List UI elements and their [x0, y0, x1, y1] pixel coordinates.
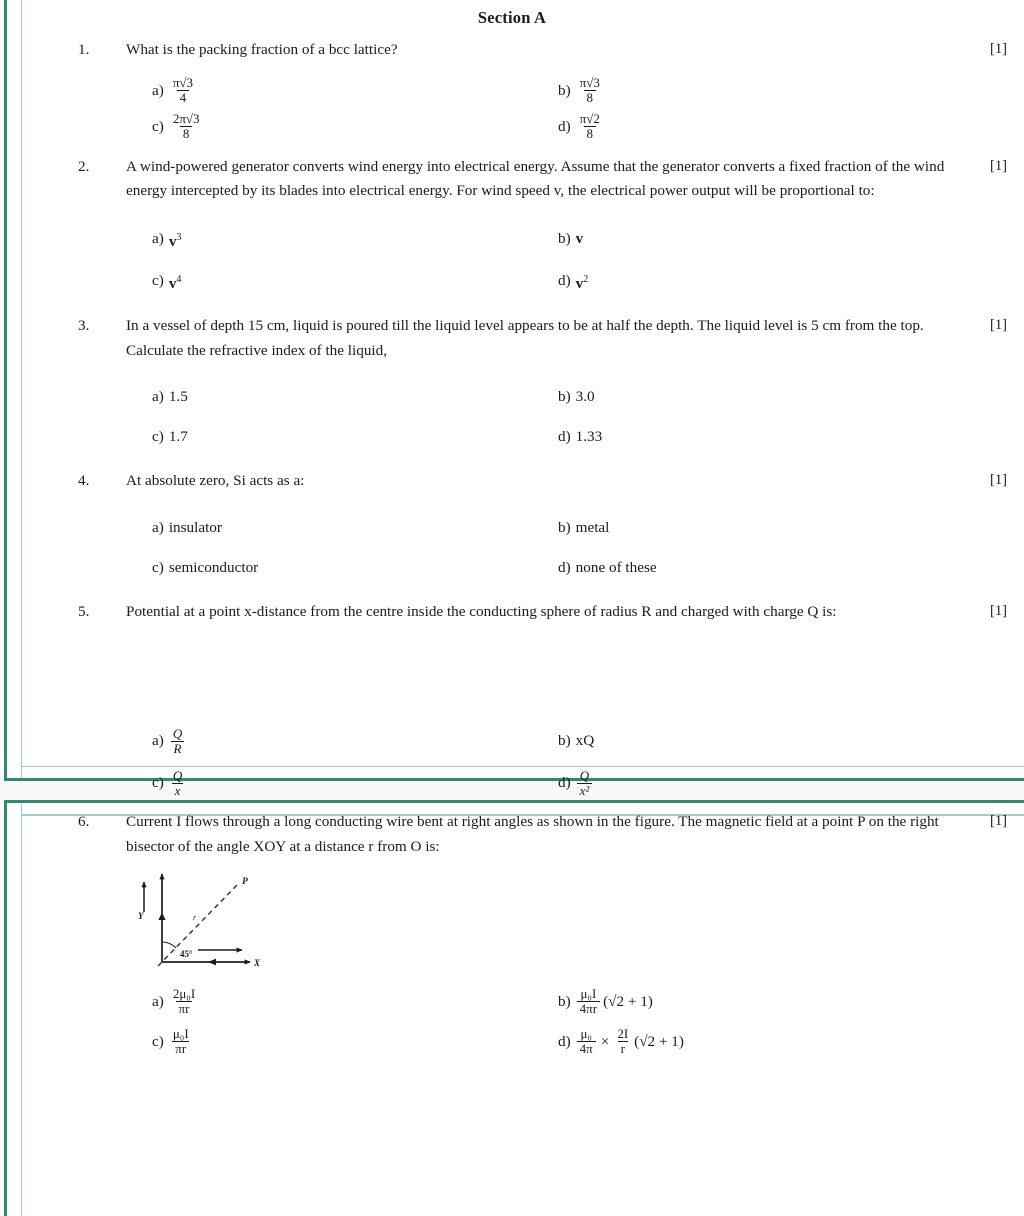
radius-label: r [193, 912, 197, 922]
angle-label: 45° [180, 948, 193, 959]
option-6b[interactable] [558, 982, 964, 1022]
option-1a-label: a) [152, 81, 164, 99]
option-6d-numerator-1: μ₀ [580, 1026, 592, 1042]
angle-arc [162, 942, 176, 948]
question-1 [0, 38, 1024, 145]
option-6b-suffix: (√2 + 1) [603, 992, 653, 1010]
option-2c-base: v [168, 275, 177, 293]
option-3c-value: 1.7 [168, 428, 188, 446]
option-2c-value [169, 274, 182, 293]
question-5-text: Potential at a point x-distance from the centre inside the conducting sphere of radius R and charged with charge Q is: [126, 602, 837, 620]
option-6a-value [170, 987, 198, 1016]
option-2d-value [576, 274, 589, 293]
question-5-marks: [1] [990, 602, 1008, 619]
option-3a[interactable] [152, 377, 558, 417]
option-3b-value: 3.0 [575, 388, 595, 406]
option-4d-label: d) [558, 558, 571, 576]
option-5d-denominator: x² [577, 783, 593, 798]
option-4a[interactable] [152, 508, 558, 548]
option-1a-value [170, 76, 196, 105]
question-4 [0, 469, 1024, 588]
option-3a-value: 1.5 [168, 388, 188, 406]
option-2d-base: v [575, 275, 584, 293]
question-1-header [0, 38, 1024, 63]
option-2b[interactable] [558, 218, 964, 260]
option-1c-value [170, 112, 203, 141]
option-1d[interactable] [558, 109, 964, 145]
question-3-text: In a vessel of depth 15 cm, liquid is poured till the liquid level appears to be at half the depth. The liquid level is 5 cm from the top. Calculate the refractive index of the liquid, [126, 316, 924, 359]
option-2b-base: v [575, 230, 584, 248]
option-4a-value: insulator [168, 518, 222, 536]
question-6-text: Current I flows through a long conducting wire bent at right angles as shown in the figure. The magnetic field at a point P on the right bisector of the angle XOY at a distance r from O is: [126, 813, 939, 855]
option-3d-value: 1.33 [575, 428, 603, 446]
option-6d-denominator-2: r [618, 1041, 628, 1056]
option-6d-value-second [614, 1027, 631, 1056]
option-1c-numerator: 2π√3 [172, 111, 200, 127]
option-6b-value [577, 987, 600, 1016]
option-2b-label: b) [558, 229, 571, 247]
question-4-text: At absolute zero, Si acts as a: [126, 472, 305, 490]
option-2a-base: v [168, 233, 177, 251]
option-5b-label: b) [558, 732, 571, 750]
option-2c-label: c) [152, 271, 164, 289]
option-3d[interactable] [558, 417, 964, 457]
option-1d-denominator: 8 [584, 126, 597, 141]
option-2a-exponent: 3 [176, 232, 182, 244]
option-1d-value [577, 112, 603, 141]
option-6d-suffix: (√2 + 1) [634, 1032, 684, 1050]
option-1c-label: c) [152, 117, 164, 135]
option-1b-value [577, 76, 603, 105]
option-5c-label: c) [152, 774, 164, 792]
question-2-text: A wind-powered generator converts wind energy into electrical energy. Assume that the generator converts a fixed fraction of the wind energy intercepted by its blades into electrical energy. For wind speed v, the electrical power output will be proportional to: [126, 157, 945, 200]
question-3-marks: [1] [990, 316, 1008, 333]
option-1c-denominator: 8 [180, 126, 193, 141]
option-5a-numerator: Q [172, 725, 183, 741]
option-3b[interactable] [558, 377, 964, 417]
question-2-options [0, 218, 1024, 302]
option-1a[interactable] [152, 73, 558, 109]
option-2a[interactable] [152, 218, 558, 260]
option-6d-value-first [577, 1027, 596, 1056]
option-3c-label: c) [152, 428, 164, 446]
option-4c[interactable] [152, 548, 558, 588]
question-6-number: 6. [78, 813, 90, 831]
option-6c-numerator: μ₀I [172, 1026, 189, 1042]
question-3-header [0, 314, 1024, 363]
option-1b[interactable] [558, 73, 964, 109]
question-2-marks: [1] [990, 157, 1008, 174]
option-2a-label: a) [152, 229, 164, 247]
question-6 [0, 810, 1024, 1061]
option-5d-label: d) [558, 774, 571, 792]
question-3-options [0, 377, 1024, 457]
question-6-header [0, 810, 1024, 859]
option-5c-value [170, 769, 185, 798]
option-6d-label: d) [558, 1032, 571, 1050]
option-6c-label: c) [152, 1032, 164, 1050]
option-5d-value [577, 769, 593, 798]
option-1a-denominator: 4 [177, 90, 190, 105]
option-5b-value: xQ [575, 732, 595, 750]
option-4b[interactable] [558, 508, 964, 548]
option-5d-numerator: Q [579, 767, 590, 783]
option-4c-label: c) [152, 558, 164, 576]
question-1-text: What is the packing fraction of a bcc lattice? [126, 41, 398, 58]
option-6d-operator: × [600, 1032, 610, 1050]
option-3b-label: b) [558, 388, 571, 406]
question-2-number: 2. [78, 157, 90, 175]
question-6-options [0, 982, 1024, 1062]
option-5c-numerator: Q [172, 767, 183, 783]
option-2a-value [169, 232, 182, 251]
question-3 [0, 314, 1024, 457]
option-2c-exponent: 4 [176, 274, 182, 286]
option-6b-numerator: μ₀I [580, 986, 597, 1002]
option-3d-label: d) [558, 428, 571, 446]
option-1a-numerator: π√3 [172, 75, 194, 91]
option-6b-denominator: 4πr [577, 1001, 600, 1016]
option-4a-label: a) [152, 518, 164, 536]
question-5 [0, 600, 1024, 625]
option-6d[interactable] [558, 1022, 964, 1062]
option-6a[interactable] [152, 982, 558, 1022]
question-6-marks: [1] [990, 813, 1008, 830]
option-6a-label: a) [152, 992, 164, 1010]
option-3a-label: a) [152, 388, 164, 406]
question-1-options [0, 73, 1024, 145]
option-6b-label: b) [558, 992, 571, 1010]
question-2-header [0, 155, 1024, 204]
question-1-number: 1. [78, 41, 90, 58]
option-6c[interactable] [152, 1022, 558, 1062]
option-2c[interactable] [152, 260, 558, 302]
option-5a[interactable] [152, 720, 558, 762]
point-p-label: P [242, 876, 248, 887]
option-5a-denominator: R [171, 741, 185, 756]
option-3c[interactable] [152, 417, 558, 457]
option-6d-numerator-2: 2I [617, 1026, 629, 1042]
question-4-header [0, 469, 1024, 494]
option-4c-value: semiconductor [168, 558, 259, 576]
y-axis-label: Y [138, 910, 144, 921]
question-5-options [0, 720, 1024, 804]
option-2d[interactable] [558, 260, 964, 302]
question-5-number: 5. [78, 602, 90, 620]
option-6a-numerator: 2μ₀I [172, 986, 196, 1002]
option-5b[interactable] [558, 720, 964, 762]
option-1c[interactable] [152, 109, 558, 145]
option-6d-denominator-1: 4π [577, 1041, 596, 1056]
option-5c[interactable] [152, 762, 558, 804]
option-4d-value: none of these [575, 558, 657, 576]
option-1d-label: d) [558, 117, 571, 135]
option-5a-label: a) [152, 732, 164, 750]
option-6c-denominator: πr [172, 1041, 189, 1056]
question-1-marks: [1] [990, 41, 1008, 57]
question-4-number: 4. [78, 472, 90, 490]
option-4b-value: metal [575, 518, 610, 536]
option-4d[interactable] [558, 548, 964, 588]
option-5d[interactable] [558, 762, 964, 804]
bisector-line [158, 884, 238, 966]
magnetic-field-angle-diagram [130, 866, 360, 971]
option-6c-value [170, 1027, 192, 1056]
option-5a-value [170, 727, 185, 756]
option-5c-denominator: x [172, 783, 184, 798]
wire-horizontal-current-arrowhead [208, 958, 216, 965]
option-2d-label: d) [558, 271, 571, 289]
option-2d-exponent: 2 [583, 274, 589, 286]
option-2b-value [576, 229, 584, 248]
question-2 [0, 155, 1024, 302]
question-4-marks: [1] [990, 472, 1008, 489]
option-1b-numerator: π√3 [579, 75, 600, 91]
question-3-number: 3. [78, 316, 90, 334]
x-axis-label: X [254, 957, 261, 968]
option-1b-denominator: 8 [584, 90, 597, 105]
question-4-options [0, 508, 1024, 588]
question-5-header [0, 600, 1024, 625]
question-6-figure-wrap [0, 860, 1024, 976]
option-1b-label: b) [558, 81, 571, 99]
wire-vertical-current-arrowhead [158, 912, 165, 920]
option-1d-numerator: π√2 [579, 111, 600, 127]
page-title: Section A [477, 8, 547, 27]
option-4b-label: b) [558, 518, 571, 536]
option-6a-denominator: πr [176, 1001, 193, 1016]
